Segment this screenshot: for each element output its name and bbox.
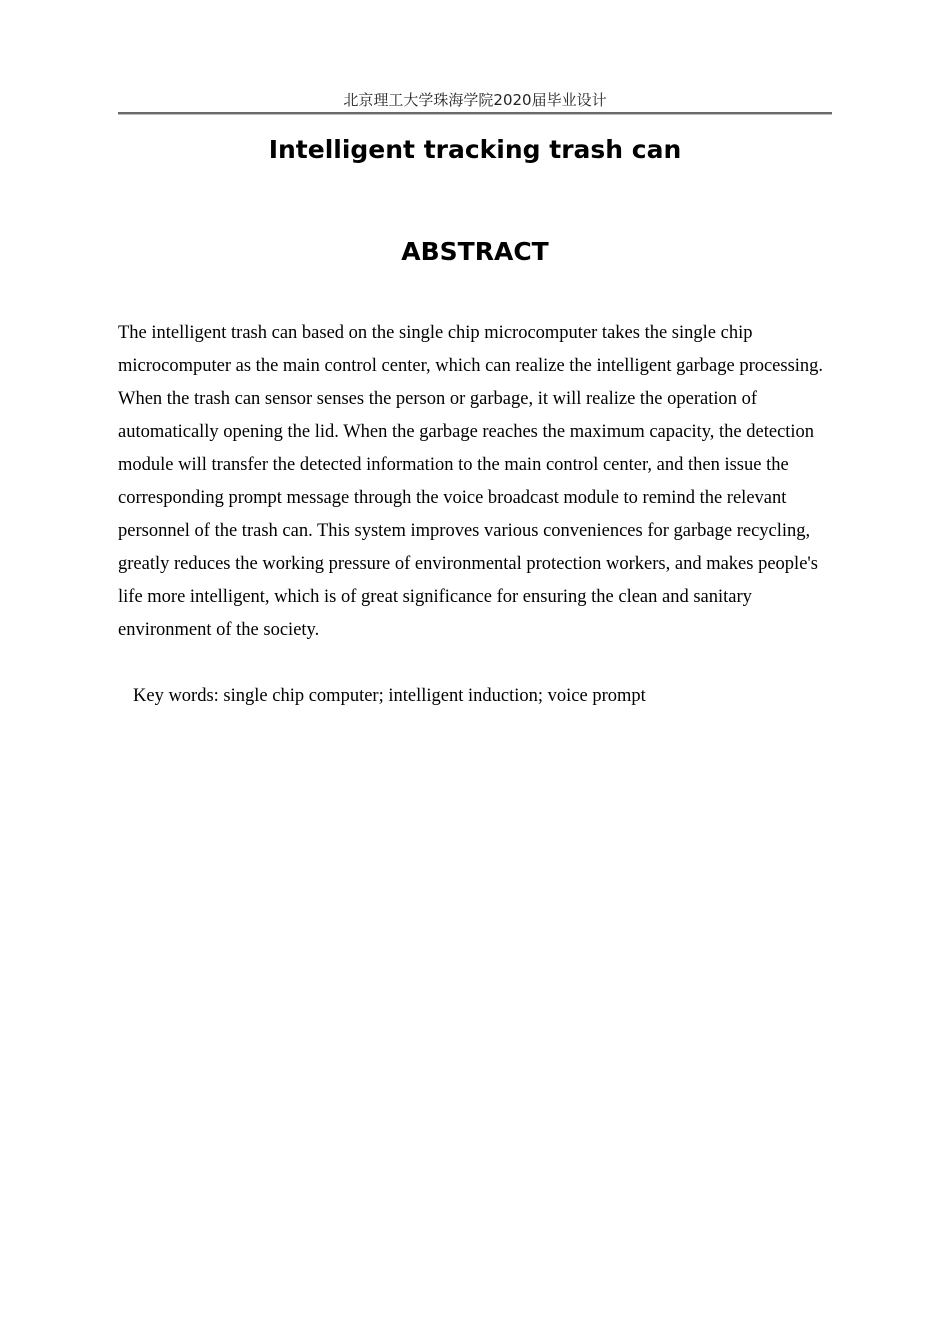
abstract-body: The intelligent trash can based on the single chip microcomputer takes the single chip microcomputer as the main control center, which can realize the intelligent garbage processing. When the trash can sensor senses the person or garbage, it will realize the operation of automatically opening the lid. When the garbage reaches the maximum capacity, the detection module will transfer the detected information to the main control center, and then issue the corresponding prompt message through the voice broadcast module to remind the relevant personnel of the trash can. This system improves various conveniences for garbage recycling, greatly reduces the working pressure of environmental protection workers, and makes people's life more intelligent, which is of great significance for ensuring the clean and sanitary environment of the society. — [118, 323, 824, 640]
header-rule — [118, 112, 832, 115]
keywords: Key words: single chip computer; intelligent induction; voice prompt — [133, 686, 646, 706]
page-header: 北京理工大学珠海学院2020届毕业设计 — [343, 91, 607, 109]
abstract-heading: ABSTRACT — [401, 237, 549, 266]
document-title: Intelligent tracking trash can — [268, 135, 682, 164]
